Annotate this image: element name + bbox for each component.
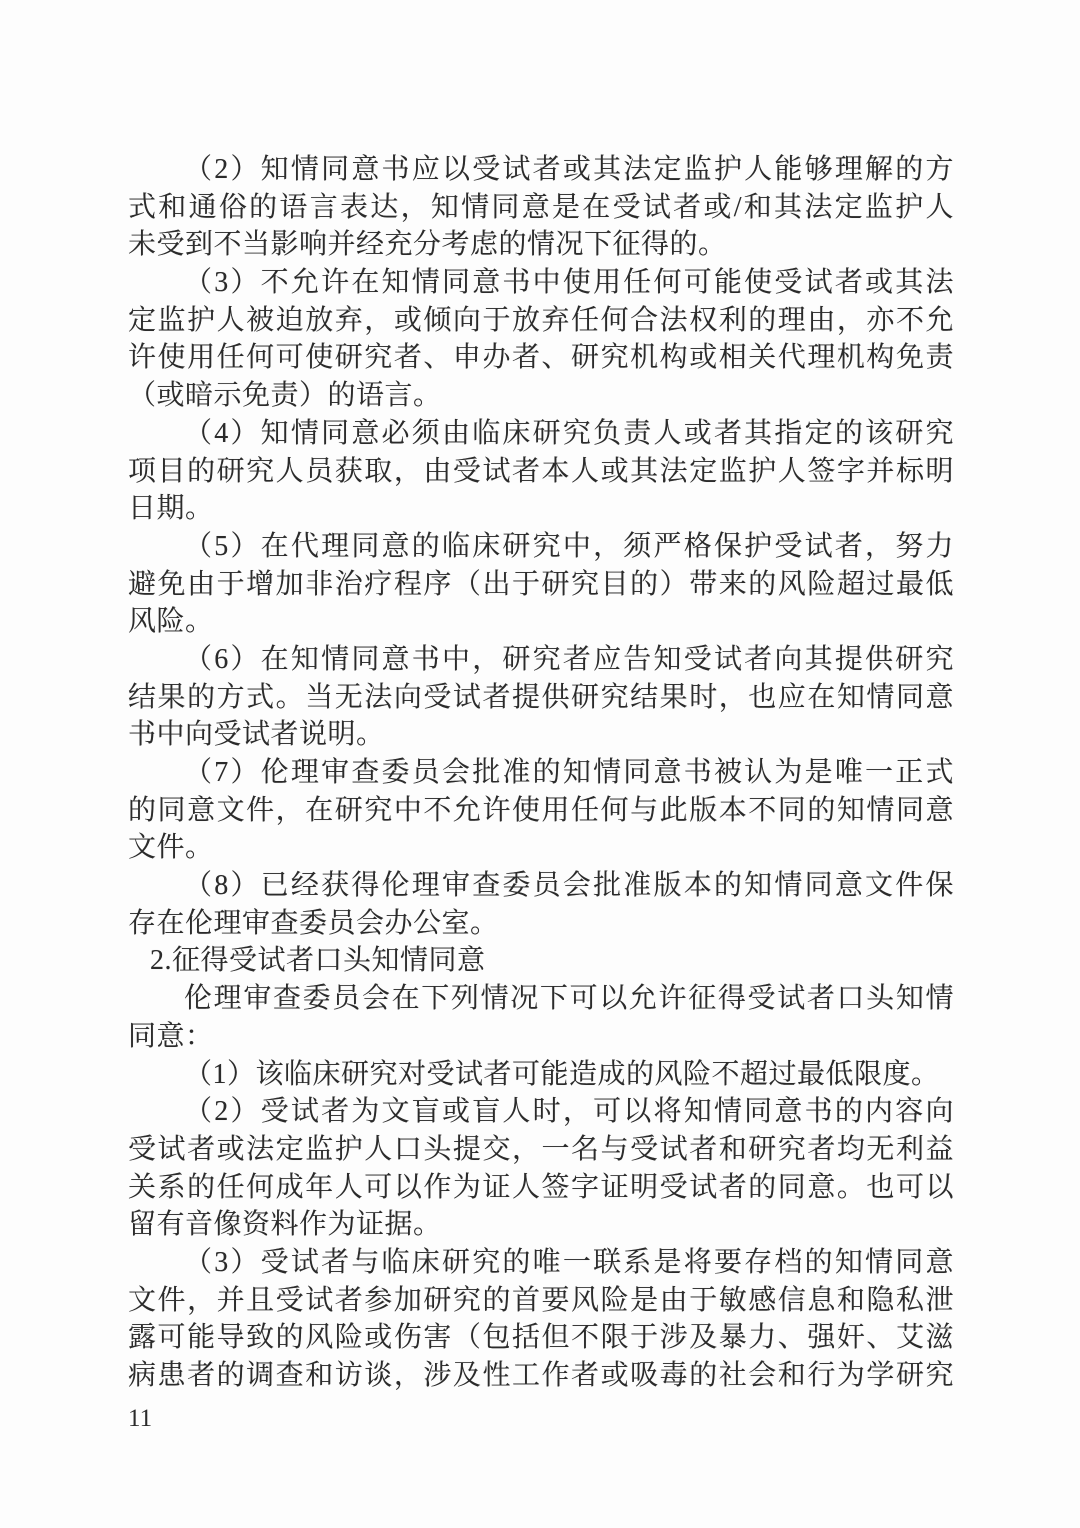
text-line: 式和通俗的语言表达，知情同意是在受试者或/和其法定监护人 — [128, 191, 954, 223]
text-line: （5）在代理同意的临床研究中，须严格保护受试者，努力 — [184, 530, 954, 562]
text-line: （3）受试者与临床研究的唯一联系是将要存档的知情同意 — [184, 1246, 954, 1278]
text-line: （或暗示免责）的语言。 — [128, 380, 442, 412]
text-line: （8）已经获得伦理审查委员会批准版本的知情同意文件保 — [184, 870, 954, 902]
text-line: 2.征得受试者口头知情同意 — [150, 945, 486, 977]
text-line: 避免由于增加非治疗程序（出于研究目的）带来的风险超过最低 — [128, 568, 954, 600]
text-line: 的同意文件，在研究中不允许使用任何与此版本不同的知情同意 — [128, 794, 954, 826]
text-line: 日期。 — [128, 493, 214, 525]
text-line: 文件，并且受试者参加研究的首要风险是由于敏感信息和隐私泄 — [128, 1284, 954, 1316]
text-line: 关系的任何成年人可以作为证人签字证明受试者的同意。也可以 — [128, 1171, 954, 1203]
text-line: 同意： — [128, 1020, 214, 1052]
text-line: 书中向受试者说明。 — [128, 719, 385, 751]
text-line: （3）不允许在知情同意书中使用任何可能使受试者或其法 — [184, 267, 954, 299]
text-line: （2）受试者为文盲或盲人时，可以将知情同意书的内容向 — [184, 1096, 954, 1128]
text-line: 结果的方式。当无法向受试者提供研究结果时，也应在知情同意 — [128, 681, 954, 713]
text-line: （4）知情同意必须由临床研究负责人或者其指定的该研究 — [184, 417, 954, 449]
text-line: 伦理审查委员会在下列情况下可以允许征得受试者口头知情 — [184, 983, 954, 1015]
text-line: （6）在知情同意书中，研究者应告知受试者向其提供研究 — [184, 643, 954, 675]
text-line: 文件。 — [128, 832, 214, 864]
text-line: 未受到不当影响并经充分考虑的情况下征得的。 — [128, 229, 727, 261]
text-line: 项目的研究人员获取，由受试者本人或其法定监护人签字并标明 — [128, 455, 954, 487]
text-line: 受试者或法定监护人口头提交，一名与受试者和研究者均无利益 — [128, 1133, 954, 1165]
text-line: 许使用任何可使研究者、申办者、研究机构或相关代理机构免责 — [128, 342, 954, 374]
text-line: 存在伦理审查委员会办公室。 — [128, 907, 499, 939]
text-line: （1）该临床研究对受试者可能造成的风险不超过最低限度。 — [184, 1058, 940, 1090]
text-line: 定监护人被迫放弃，或倾向于放弃任何合法权利的理由，亦不允 — [128, 304, 954, 336]
text-line: 留有音像资料作为证据。 — [128, 1209, 442, 1241]
text-line: 风险。 — [128, 606, 214, 638]
page-number: 11 — [128, 1405, 153, 1432]
text-line: （2）知情同意书应以受试者或其法定监护人能够理解的方 — [184, 154, 954, 185]
document-text — [128, 151, 954, 1395]
text-line: 露可能导致的风险或伤害（包括但不限于涉及暴力、强奸、艾滋 — [128, 1322, 954, 1354]
text-line: 病患者的调查和访谈，涉及性工作者或吸毒的社会和行为学研究 — [128, 1360, 954, 1391]
text-line: （7）伦理审查委员会批准的知情同意书被认为是唯一正式 — [184, 757, 954, 788]
